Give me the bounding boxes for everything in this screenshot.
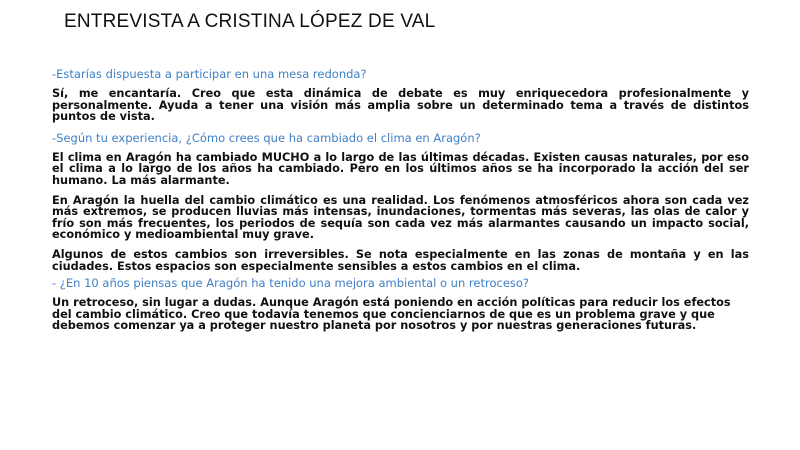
interview-content xyxy=(52,67,749,340)
question-ten-years: - ¿En 10 años piensas que Aragón ha tenido una mejora ambiental o un retroceso? xyxy=(52,276,530,291)
page-title: ENTREVISTA A CRISTINA LÓPEZ DE VAL xyxy=(64,11,436,32)
question-participation: -Estarías dispuesta a participar en una mesa redonda? xyxy=(52,67,367,81)
answer-climate-paragraph-3: Algunos de estos cambios son irreversibles. Se nota especialmente en las zonas de montaña y en las ciudades. Estos espacios son especialmente sensibles a estos cambios en el clima. xyxy=(52,247,749,273)
answer-participation: Sí, me encantaría. Creo que esta dinámica de debate es muy enriquecedora profesionalmente y personalmente. Ayuda a tener una visión más amplia sobre un determinado tema a través de distintos puntos de vista. xyxy=(52,87,749,124)
answer-climate-paragraph-1: El clima en Aragón ha cambiado MUCHO a lo largo de las últimas décadas. Existen causas naturales, por eso el clima a lo largo de los años ha cambiado. Pero en los últimos años se ha incorporado la acción del ser humano. La más alarmante. xyxy=(52,150,749,187)
question-climate-change: -Según tu experiencia, ¿Cómo crees que ha cambiado el clima en Aragón? xyxy=(52,130,481,145)
answer-ten-years: Un retroceso, sin lugar a dudas. Aunque Aragón está poniendo en acción políticas para reducir los efectos del cambio climático. Creo que todavía tenemos que concienciarnos de que es un problema grave y que debemos comenzar ya a proteger nuestro planeta por nosotros y por nuestras generaciones futuras. xyxy=(52,296,731,333)
answer-climate-paragraph-2: En Aragón la huella del cambio climático es una realidad. Los fenómenos atmosféricos ahora son cada vez más extremos, se producen lluvias más intensas, inundaciones, tormentas más severas, las olas de calor y frío son más frecuentes, los periodos de sequía son cada vez más alarmantes causando un impacto social, económico y medioambiental muy grave. xyxy=(52,193,749,242)
